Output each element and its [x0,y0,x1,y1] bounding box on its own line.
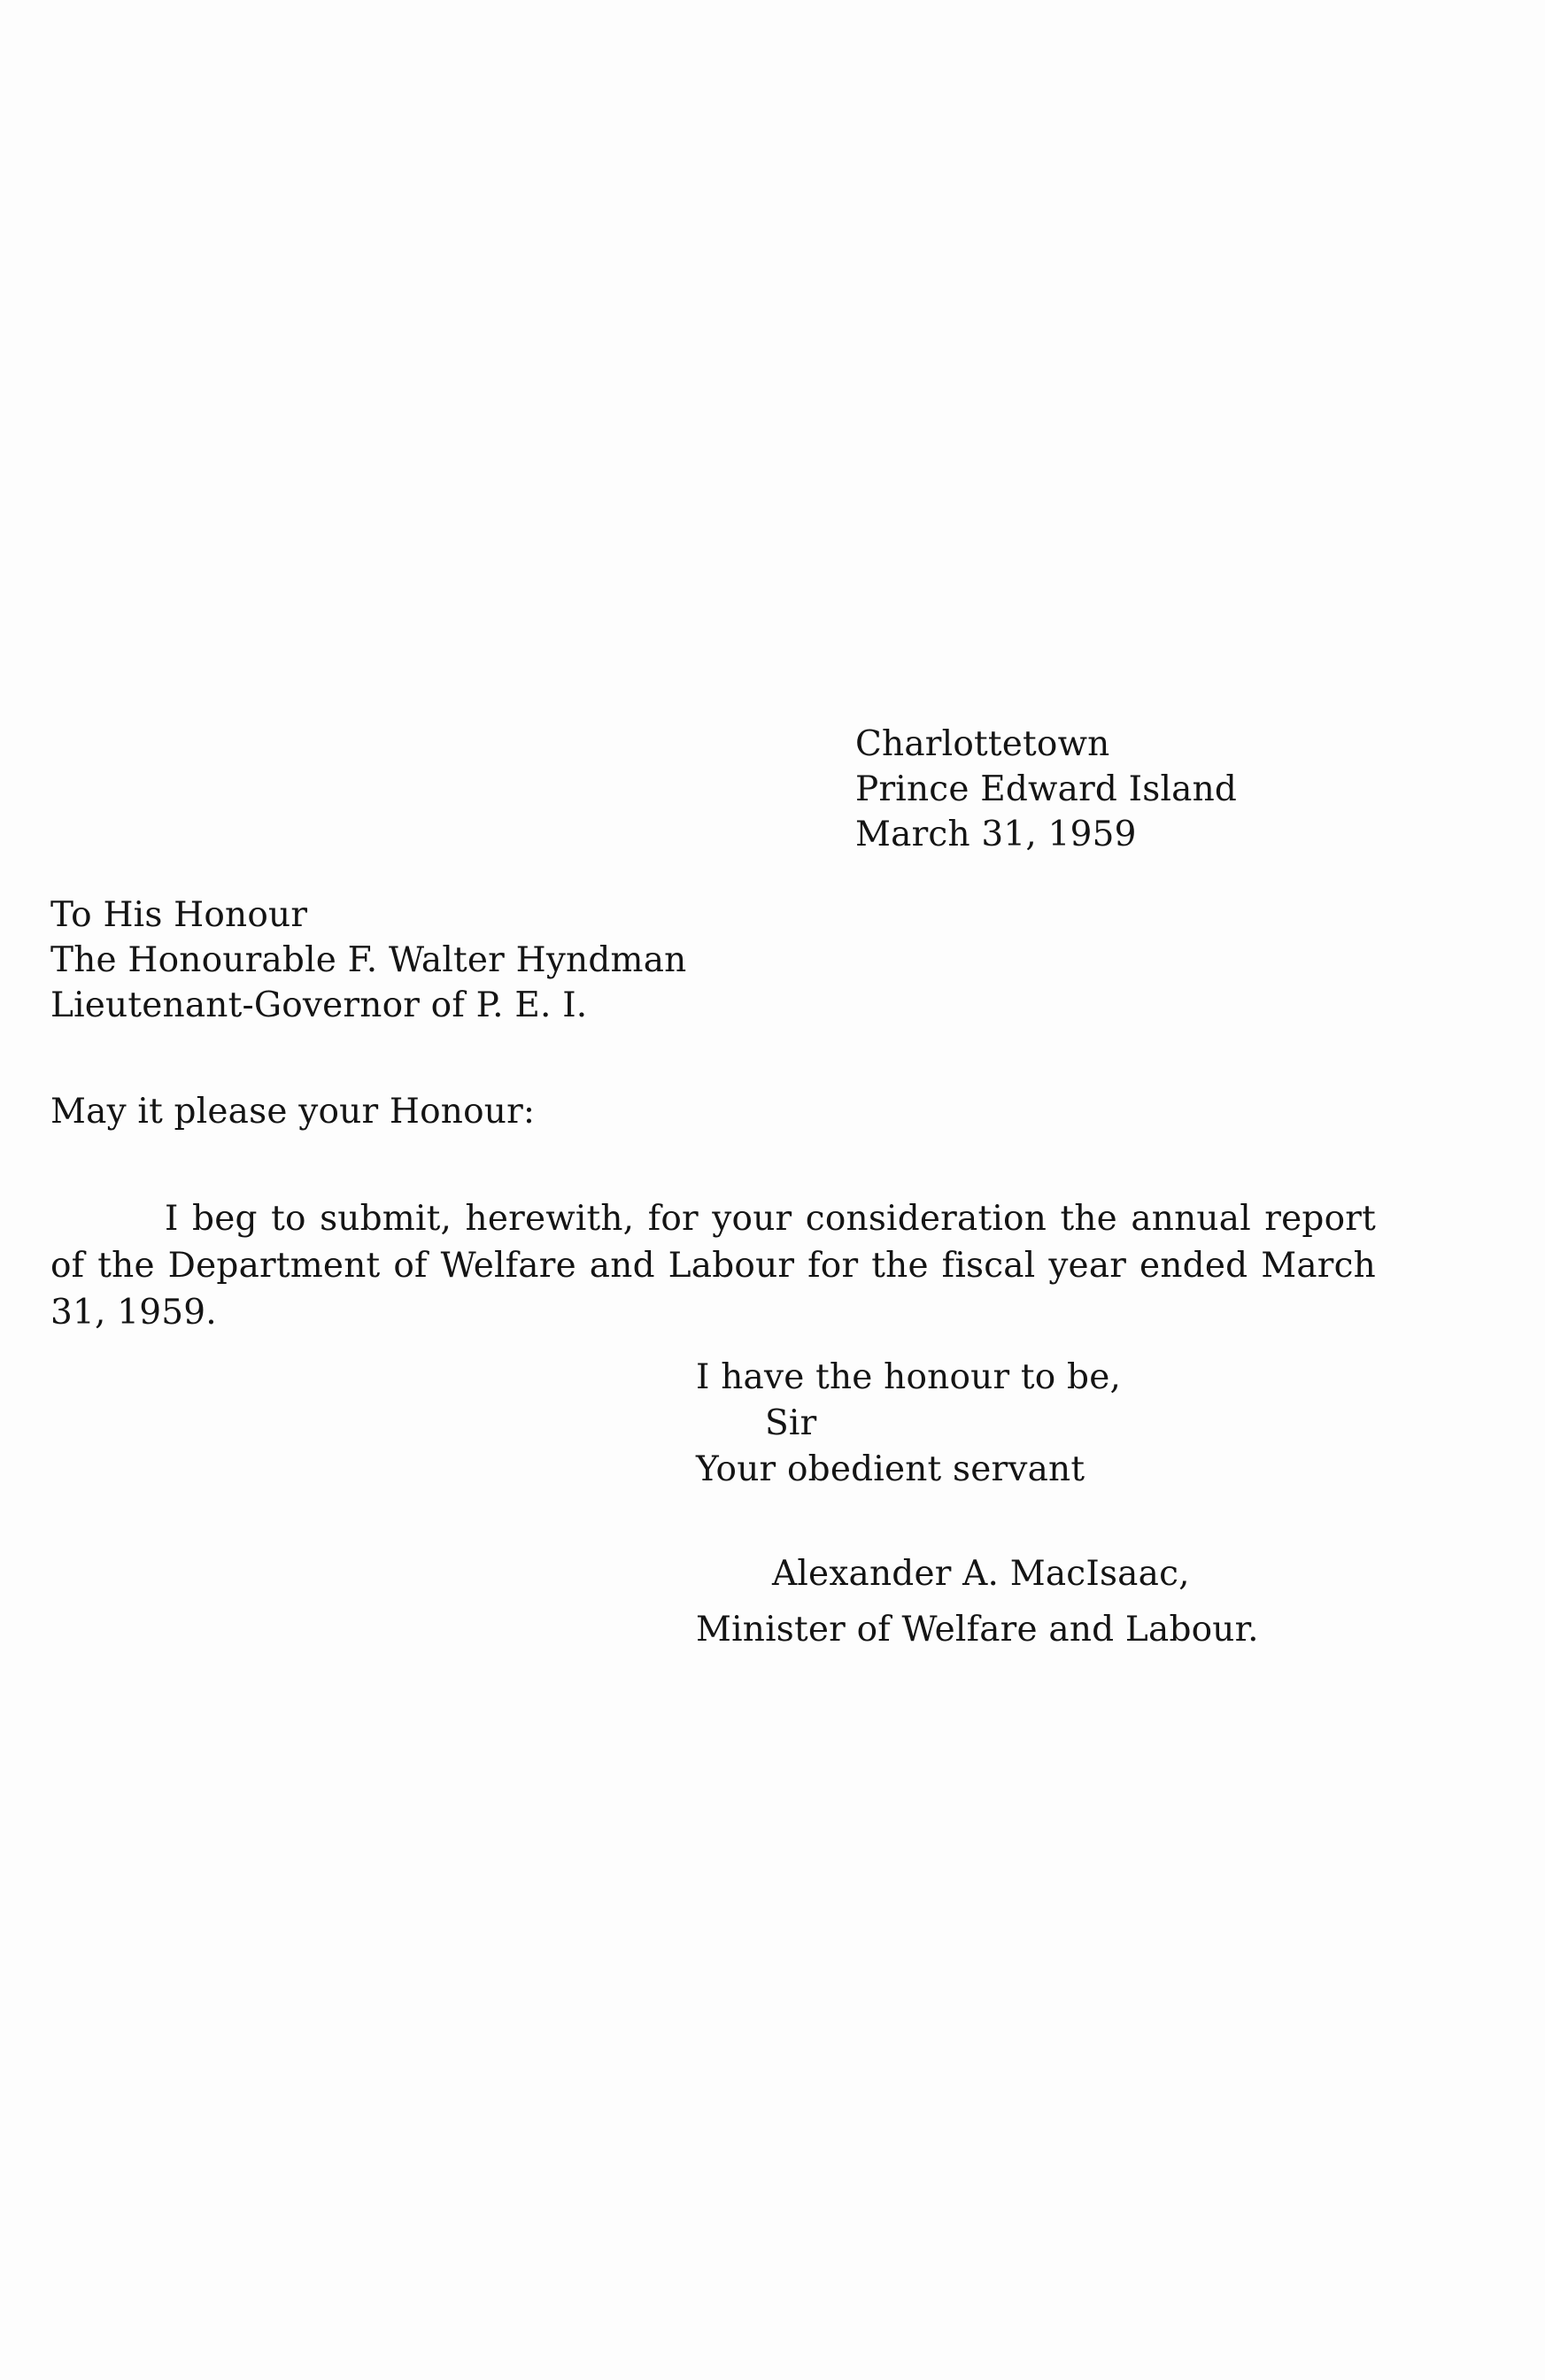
addressee-line-3: Lieutenant-Governor of P. E. I. [50,985,588,1025]
body-line-1: I beg to submit, herewith, for your consideration the annual report [165,1199,1376,1239]
place-city: Charlottetown [855,724,1110,764]
place-province: Prince Edward Island [855,769,1238,809]
body-line-2: of the Department of Welfare and Labour for the fiscal year ended March [50,1246,1376,1286]
body-line-3: 31, 1959. [50,1293,217,1333]
closing-line-1: I have the honour to be, [696,1357,1122,1397]
closing-line-2: Sir [765,1403,817,1443]
addressee-line-2: The Honourable F. Walter Hyndman [50,940,687,980]
salutation: May it please your Honour: [50,1092,536,1132]
addressee-line-1: To His Honour [50,895,308,935]
closing-line-3: Your obedient servant [696,1449,1085,1489]
signature-title: Minister of Welfare and Labour. [696,1610,1259,1650]
letter-date: March 31, 1959 [855,815,1137,854]
signature-name: Alexander A. MacIsaac, [772,1554,1190,1594]
